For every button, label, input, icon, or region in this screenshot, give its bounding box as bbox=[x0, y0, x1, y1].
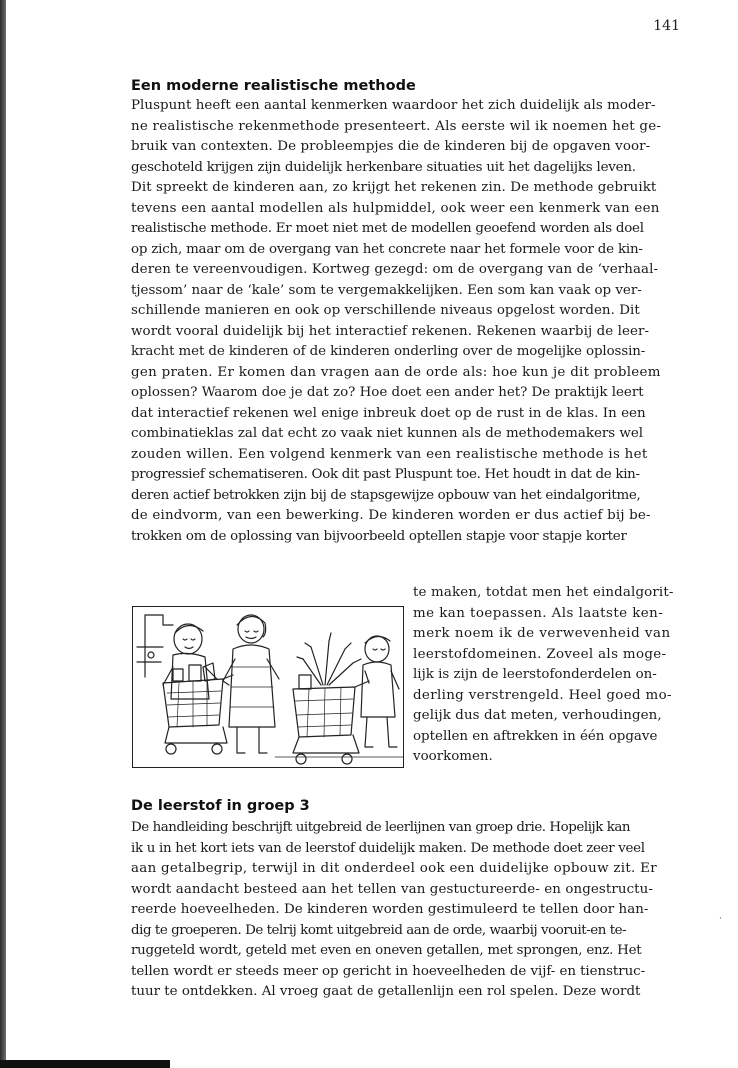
scan-speck: · bbox=[719, 914, 722, 924]
text-line: dig te groeperen. De telrij komt uitgebreid aan de orde, waarbij vooruit-en te- bbox=[131, 922, 627, 938]
text-line: deren te vereenvoudigen. Kortweg gezegd: om de overgang van de ‘verhaal- bbox=[131, 262, 659, 277]
cart-left bbox=[163, 663, 233, 754]
paragraph-groep-3 bbox=[131, 818, 657, 1003]
text-line: oplossen? Waarom doe je dat zo? Hoe doet een ander het? De praktijk leert bbox=[131, 385, 644, 400]
text-line: voorkomen. bbox=[413, 749, 493, 764]
page-number: 141 bbox=[653, 18, 680, 34]
text-line: optellen en aftrekken in één opgave bbox=[413, 728, 658, 744]
text-line: deren actief betrokken zijn bij de stapsgewijze opbouw van het eindalgoritme, bbox=[131, 487, 641, 503]
shopping-illustration bbox=[132, 606, 404, 768]
text-line: reerde hoeveelheden. De kinderen worden gestimuleerd te tellen door han- bbox=[131, 902, 649, 917]
woman-figure bbox=[223, 615, 279, 753]
text-line: op zich, maar om de overgang van het concrete naar het formele voor de kin- bbox=[131, 241, 643, 257]
text-line: leerstofdomeinen. Zoveel als moge- bbox=[413, 646, 667, 662]
text-line: aan getalbegrip, terwijl in dit onderdeel ook een duidelijke opbouw zit. Er bbox=[131, 861, 657, 876]
text-line: wordt aandacht besteed aan het tellen van gestuctureerde- en ongestructu- bbox=[131, 881, 654, 897]
text-line: De handleiding beschrijft uitgebreid de leerlijnen van groep drie. Hopelijk kan bbox=[131, 820, 631, 835]
scan-bottom-edge bbox=[0, 1060, 170, 1068]
text-line: geschoteld krijgen zijn duidelijk herkenbare situaties uit het dagelijks leven. bbox=[131, 159, 636, 175]
text-line: Dit spreekt de kinderen aan, zo krijgt het rekenen zin. De methode gebruikt bbox=[131, 180, 657, 195]
text-line: de eindvorm, van een bewerking. De kinderen worden er dus actief bij be- bbox=[131, 508, 651, 523]
text-line: zouden willen. Een volgend kenmerk van een realistische methode is het bbox=[131, 446, 648, 462]
boy-figure bbox=[361, 636, 399, 747]
text-line: gelijk dus dat meten, verhoudingen, bbox=[413, 708, 662, 723]
scan-edge-shadow bbox=[0, 0, 6, 1068]
section-heading-methode: Een moderne realistische methode bbox=[131, 78, 416, 94]
child-figure bbox=[163, 624, 217, 699]
text-line: ik u in het kort iets van de leerstof duidelijk maken. De methode doet zeer veel bbox=[131, 840, 645, 856]
text-line: Pluspunt heeft een aantal kenmerken waardoor het zich duidelijk als moder- bbox=[131, 98, 656, 113]
paragraph-methode-wrap bbox=[413, 583, 674, 768]
text-line: tellen wordt er steeds meer op gericht in hoeveelheden de vijf- en tienstruc- bbox=[131, 963, 646, 979]
text-line: derling verstrengeld. Heel goed mo- bbox=[413, 687, 672, 703]
text-line: kracht met de kinderen of de kinderen onderling over de mogelijke oplossin- bbox=[131, 344, 646, 359]
text-line: bruik van contexten. De probleempjes die de kinderen bij de opgaven voor- bbox=[131, 139, 651, 154]
text-line: progressief schematiseren. Ook dit past Pluspunt toe. Het houdt in dat de kin- bbox=[131, 467, 640, 482]
paragraph-methode bbox=[131, 96, 661, 547]
text-line: schillende manieren en ook op verschillende niveaus opgelost worden. Dit bbox=[131, 303, 640, 318]
text-line: tjessom’ naar de ‘kale’ som te vergemakkelijken. Een som kan vaak op ver- bbox=[131, 282, 642, 298]
cart-right bbox=[293, 633, 369, 764]
text-line: lijk is zijn de leerstofonderdelen on- bbox=[413, 667, 657, 682]
text-line: me kan toepassen. Als laatste ken- bbox=[413, 605, 664, 621]
text-line: trokken om de oplossing van bijvoorbeeld optellen stapje voor stapje korter bbox=[131, 528, 627, 544]
text-line: tuur te ontdekken. Al vroeg gaat de getallenlijn een rol spelen. Deze wordt bbox=[131, 984, 641, 999]
text-line: ne realistische rekenmethode presenteert. Als eerste wil ik noemen het ge- bbox=[131, 118, 662, 134]
text-line: ruggeteld wordt, geteld met even en oneven getallen, met sprongen, enz. Het bbox=[131, 943, 642, 958]
text-line: tevens een aantal modellen als hulpmiddel, ook weer een kenmerk van een bbox=[131, 200, 660, 216]
section-heading-groep-3: De leerstof in groep 3 bbox=[131, 798, 310, 814]
text-line: combinatieklas zal dat echt zo vaak niet kunnen als de methodemakers wel bbox=[131, 426, 644, 441]
text-line: wordt vooral duidelijk bij het interactief rekenen. Rekenen waarbij de leer- bbox=[131, 323, 650, 339]
text-line: dat interactief rekenen wel enige inbreuk doet op de rust in de klas. In een bbox=[131, 405, 646, 421]
text-line: realistische methode. Er moet niet met de modellen geoefend worden als doel bbox=[131, 221, 644, 236]
text-line: te maken, totdat men het eindalgorit- bbox=[413, 585, 674, 600]
text-line: merk noem ik de verwevenheid van bbox=[413, 626, 671, 641]
text-line: gen praten. Er komen dan vragen aan de orde als: hoe kun je dit probleem bbox=[131, 364, 661, 380]
